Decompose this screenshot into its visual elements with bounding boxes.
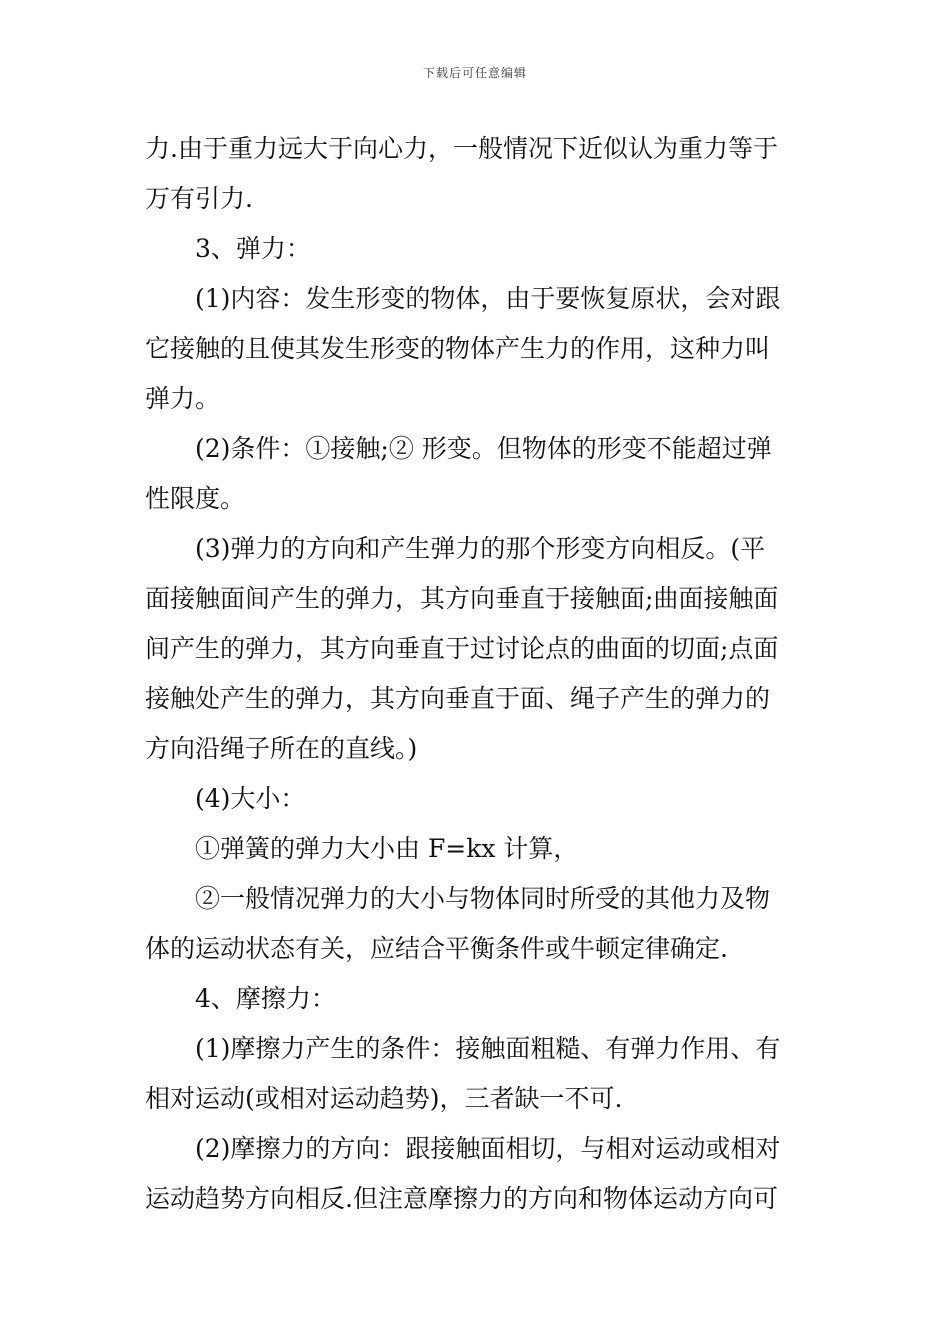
text-line: ②一般情况弹力的大小与物体同时所受的其他力及物 [195,884,771,913]
text-line: 性限度。 [145,484,246,513]
section-heading-elastic-force: 3、弹力： [195,234,311,263]
section-heading-friction: 4、摩擦力： [195,984,336,1013]
text-line: 间产生的弹力，其方向垂直于过讨论点的曲面的切面;点面 [145,634,779,663]
text-line: (3)弹力的方向和产生弹力的那个形变方向相反。(平 [195,534,766,563]
text-line: 万有引力. [145,184,253,213]
text-line: (2)摩擦力的方向：跟接触面相切，与相对运动或相对 [195,1134,781,1163]
text-line: (2)条件：①接触;② 形变。但物体的形变不能超过弹 [195,434,772,463]
text-line: 接触处产生的弹力，其方向垂直于面、绳子产生的弹力的 [145,684,771,713]
text-line: 方向沿绳子所在的直线。) [145,734,418,763]
text-line: 体的运动状态有关，应结合平衡条件或牛顿定律确定. [145,934,728,963]
text-line: 力.由于重力远大于向心力，一般情况下近似认为重力等于 [145,134,778,163]
text-line: 运动趋势方向相反.但注意摩擦力的方向和物体运动方向可 [145,1184,778,1213]
document-body [145,124,813,1224]
text-line: (4)大小： [195,784,306,813]
text-line: 它接触的且使其发生形变的物体产生力的作用，这种力叫 [145,334,771,363]
text-line: (1)内容：发生形变的物体，由于要恢复原状，会对跟 [195,284,781,313]
text-line: (1)摩擦力产生的条件：接触面粗糙、有弹力作用、有 [195,1034,781,1063]
text-line: ①弹簧的弹力大小由 F=kx 计算， [195,834,579,863]
page-header: 下载后可任意编辑 [422,66,527,80]
text-line: 面接触面间产生的弹力，其方向垂直于接触面;曲面接触面 [145,584,779,613]
text-line: 弹力。 [145,384,221,413]
text-line: 相对运动(或相对运动趋势)，三者缺一不可. [145,1084,623,1113]
